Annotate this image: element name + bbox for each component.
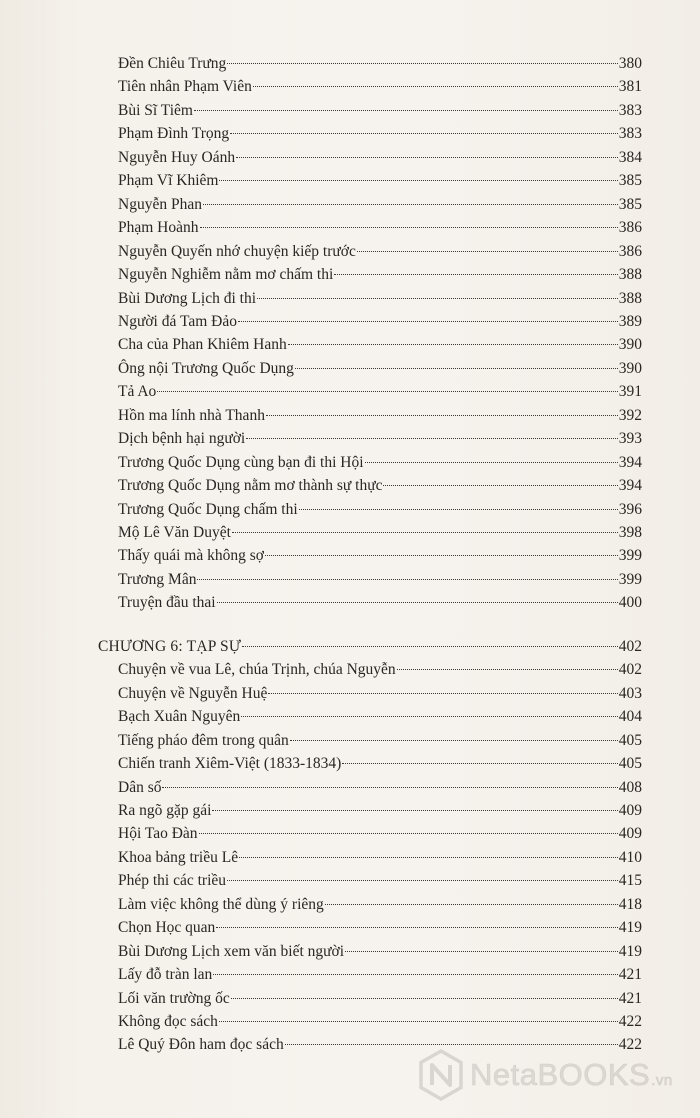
toc-leader-dots: [232, 531, 618, 533]
toc-leader-dots: [162, 786, 617, 788]
toc-page-number: 390: [618, 336, 642, 354]
toc-chapter-heading: [98, 635, 642, 658]
toc-leader-dots: [299, 508, 618, 510]
toc-entry: [118, 893, 642, 916]
toc-leader-dots: [219, 1020, 618, 1022]
toc-page-number: 402: [618, 661, 642, 679]
toc-entry: [118, 216, 642, 239]
toc-entry-title: Nguyễn Quyến nhớ chuyện kiếp trước: [118, 242, 356, 260]
toc-page-number: 391: [618, 383, 642, 401]
toc-page-number: 392: [618, 406, 642, 424]
toc-entry: [118, 846, 642, 869]
toc-page-number: 405: [618, 731, 642, 749]
toc-entry: [118, 52, 642, 75]
toc-page-number: 403: [618, 684, 642, 702]
toc-page-number: 400: [618, 594, 642, 612]
toc-entry: [118, 916, 642, 939]
toc-page-number: 381: [618, 78, 642, 96]
toc-entry-title: Trương Quốc Dụng chấm thi: [118, 500, 298, 518]
toc-entry-title: Hồn ma lính nhà Thanh: [118, 406, 265, 424]
toc-entry: [118, 427, 642, 450]
toc-leader-dots: [203, 203, 618, 205]
toc-entry-title: Nguyễn Phan: [118, 195, 202, 213]
toc-entry-title: Dịch bệnh hại người: [118, 430, 246, 448]
toc-entry-title: Bùi Dương Lịch xem văn biết người: [118, 942, 345, 960]
toc-entry-title: Chuyện về vua Lê, chúa Trịnh, chúa Nguyễn: [118, 661, 396, 679]
toc-entry: [118, 99, 642, 122]
toc-leader-dots: [197, 578, 617, 580]
toc-page-number: 409: [618, 825, 642, 843]
toc-page-number: 421: [618, 966, 642, 984]
toc-leader-dots: [288, 343, 618, 345]
toc-leader-dots: [268, 692, 617, 694]
toc-entry-title: Mộ Lê Văn Duyệt: [118, 524, 231, 541]
toc-entry-title: Trương Mân: [118, 570, 197, 588]
toc-entry-title: Phạm Đình Trọng: [118, 125, 230, 143]
toc-leader-dots: [242, 645, 618, 647]
toc-entry: [118, 474, 642, 497]
toc-leader-dots: [227, 62, 617, 64]
toc-entry: [118, 729, 642, 752]
toc-entry-title: Chiến tranh Xiêm-Việt (1833-1834): [118, 755, 342, 773]
toc-leader-dots: [230, 132, 618, 134]
toc-entry: [118, 776, 642, 799]
toc-entry-title: CHƯƠNG 6: TẠP SỰ: [98, 637, 242, 655]
toc-leader-dots: [266, 414, 618, 416]
toc-page-number: 422: [618, 1036, 642, 1054]
toc-entry: [118, 333, 642, 356]
toc-leader-dots: [236, 156, 618, 158]
toc-leader-dots: [383, 484, 617, 486]
toc-page-number: 419: [618, 942, 642, 960]
toc-entry-title: Phạm Vĩ Khiêm: [118, 172, 219, 190]
toc-entry: [118, 169, 642, 192]
toc-entry-title: Ông nội Trương Quốc Dụng: [118, 359, 294, 377]
toc-entry-title: Tiếng pháo đêm trong quân: [118, 731, 289, 749]
toc-entry-title: Phạm Hoành: [118, 219, 199, 237]
toc-page-number: 385: [618, 172, 642, 190]
toc-page-number: 404: [618, 708, 642, 726]
toc-entry-title: Dân số: [118, 778, 162, 796]
toc-leader-dots: [199, 832, 618, 834]
toc-page-number: 394: [618, 453, 642, 471]
toc-leader-dots: [290, 739, 618, 741]
toc-page-number: 383: [618, 101, 642, 119]
toc-entry: [118, 146, 642, 169]
toc-leader-dots: [238, 320, 618, 322]
toc-entry: [118, 263, 642, 286]
toc-page-number: 393: [618, 430, 642, 448]
toc-entry-title: Hội Tao Đàn: [118, 825, 198, 843]
toc-leader-dots: [231, 997, 618, 999]
toc-entry: [118, 357, 642, 380]
toc-page-number: 408: [618, 778, 642, 796]
toc-entry-title: Trương Quốc Dụng cùng bạn đi thi Hội: [118, 453, 364, 471]
toc-entry: [118, 705, 642, 728]
toc-page-number: 394: [618, 477, 642, 495]
toc-entry-title: Thấy quái mà không sợ: [118, 547, 264, 565]
toc-leader-dots: [216, 926, 617, 928]
toc-page-number: 419: [618, 919, 642, 937]
toc-entry-title: Lấy đỗ tràn lan: [118, 966, 213, 984]
toc-entry: [118, 310, 642, 333]
toc-entry-title: Làm việc không thể dùng ý riêng: [118, 895, 324, 913]
toc-entry: [118, 498, 642, 521]
toc-entry-title: Cha của Phan Khiêm Hanh: [118, 336, 287, 354]
toc-entry: [118, 799, 642, 822]
toc-page-number: 390: [618, 359, 642, 377]
hexagon-n-logo-icon: [418, 1049, 464, 1101]
toc-page-number: 383: [618, 125, 642, 143]
toc-entry: [118, 869, 642, 892]
toc-page-number: 386: [618, 219, 642, 237]
toc-leader-dots: [397, 668, 618, 670]
toc-entry-title: Chuyện về Nguyễn Huệ: [118, 684, 268, 702]
toc-leader-dots: [219, 179, 617, 181]
toc-entry: [118, 521, 642, 544]
toc-entry-title: Tiên nhân Phạm Viên: [118, 78, 252, 96]
toc-entry: [118, 1010, 642, 1033]
toc-leader-dots: [194, 109, 618, 111]
toc-page-number: 399: [618, 570, 642, 588]
toc-entry-title: Phép thi các triều: [118, 872, 227, 890]
toc-entry: [118, 75, 642, 98]
toc-entry: [118, 658, 642, 681]
toc-leader-dots: [295, 367, 618, 369]
toc-page-number: 384: [618, 148, 642, 166]
toc-entry-title: Người đá Tam Đảo: [118, 312, 237, 330]
toc-page-number: 421: [618, 989, 642, 1007]
toc-page-number: 402: [618, 637, 642, 655]
toc-leader-dots: [334, 273, 617, 275]
toc-leader-dots: [217, 601, 618, 603]
toc-page-number: 385: [618, 195, 642, 213]
toc-entry-title: Ra ngõ gặp gái: [118, 801, 212, 819]
toc-page-number: 418: [618, 895, 642, 913]
toc-page-number: 409: [618, 801, 642, 819]
toc-leader-dots: [365, 461, 618, 463]
toc-entry-title: Đền Chiêu Trưng: [118, 55, 227, 72]
watermark-text: NetaBOOKS.vn: [470, 1057, 673, 1092]
toc-leader-dots: [325, 903, 618, 905]
toc-entry: [118, 193, 642, 216]
toc-leader-dots: [246, 437, 618, 439]
toc-page-number: 415: [618, 872, 642, 890]
toc-entry-title: Nguyễn Nghiễm nằm mơ chấm thi: [118, 266, 334, 284]
toc-page-number: 410: [618, 848, 642, 866]
toc-entry-title: Tả Ao: [118, 383, 157, 401]
toc-entry: [118, 404, 642, 427]
toc-leader-dots: [212, 809, 617, 811]
toc-entry: [118, 380, 642, 403]
toc-leader-dots: [213, 973, 617, 975]
toc-entry: [118, 451, 642, 474]
toc-entry: [118, 240, 642, 263]
toc-leader-dots: [257, 297, 618, 299]
toc-entry-title: Trương Quốc Dụng nằm mơ thành sự thực: [118, 477, 383, 495]
toc-entry-title: Nguyễn Huy Oánh: [118, 148, 236, 166]
toc-entry: [118, 822, 642, 845]
toc-page-number: 405: [618, 755, 642, 773]
toc-entry: [118, 940, 642, 963]
toc-leader-dots: [265, 554, 618, 556]
toc-entry-title: Chọn Học quan: [118, 919, 216, 937]
toc-entry: [118, 122, 642, 145]
toc-page-number: 389: [618, 312, 642, 330]
toc-entry: [118, 963, 642, 986]
toc-entry: [118, 568, 642, 591]
toc-entry: [118, 591, 642, 614]
toc-leader-dots: [227, 879, 618, 881]
toc-page-number: 399: [618, 547, 642, 565]
toc-leader-dots: [345, 950, 618, 952]
toc-entry: [118, 287, 642, 310]
toc-entry-title: Bùi Sĩ Tiêm: [118, 101, 193, 119]
toc-leader-dots: [253, 85, 618, 87]
toc-leader-dots: [357, 250, 618, 252]
toc-entry-title: Lê Quý Đôn ham đọc sách: [118, 1036, 284, 1054]
toc-entry-title: Không đọc sách: [118, 1013, 218, 1030]
toc-entry-title: Truyện đầu thai: [118, 594, 216, 612]
toc-page-number: 388: [618, 266, 642, 284]
toc-entry: [118, 752, 642, 775]
toc-entry: [118, 544, 642, 567]
toc-entry: [118, 987, 642, 1010]
toc-page-number: 388: [618, 289, 642, 307]
toc-entry-title: Bùi Dương Lịch đi thi: [118, 289, 257, 307]
toc-page-number: 380: [618, 55, 642, 72]
toc-leader-dots: [342, 762, 617, 764]
watermark: [418, 1046, 688, 1104]
toc-page-number: 422: [618, 1013, 642, 1030]
toc-entry-title: Bạch Xuân Nguyên: [118, 708, 241, 726]
toc-leader-dots: [241, 715, 618, 717]
toc-leader-dots: [239, 856, 618, 858]
toc-leader-dots: [157, 390, 617, 392]
toc-page-number: 398: [618, 524, 642, 541]
toc-leader-dots: [200, 226, 618, 228]
toc-entry-title: Khoa bảng triều Lê: [118, 848, 239, 866]
toc-page-number: 396: [618, 500, 642, 518]
toc-entry-title: Lối văn trường ốc: [118, 989, 230, 1007]
toc-entry: [118, 682, 642, 705]
toc-page-number: 386: [618, 242, 642, 260]
